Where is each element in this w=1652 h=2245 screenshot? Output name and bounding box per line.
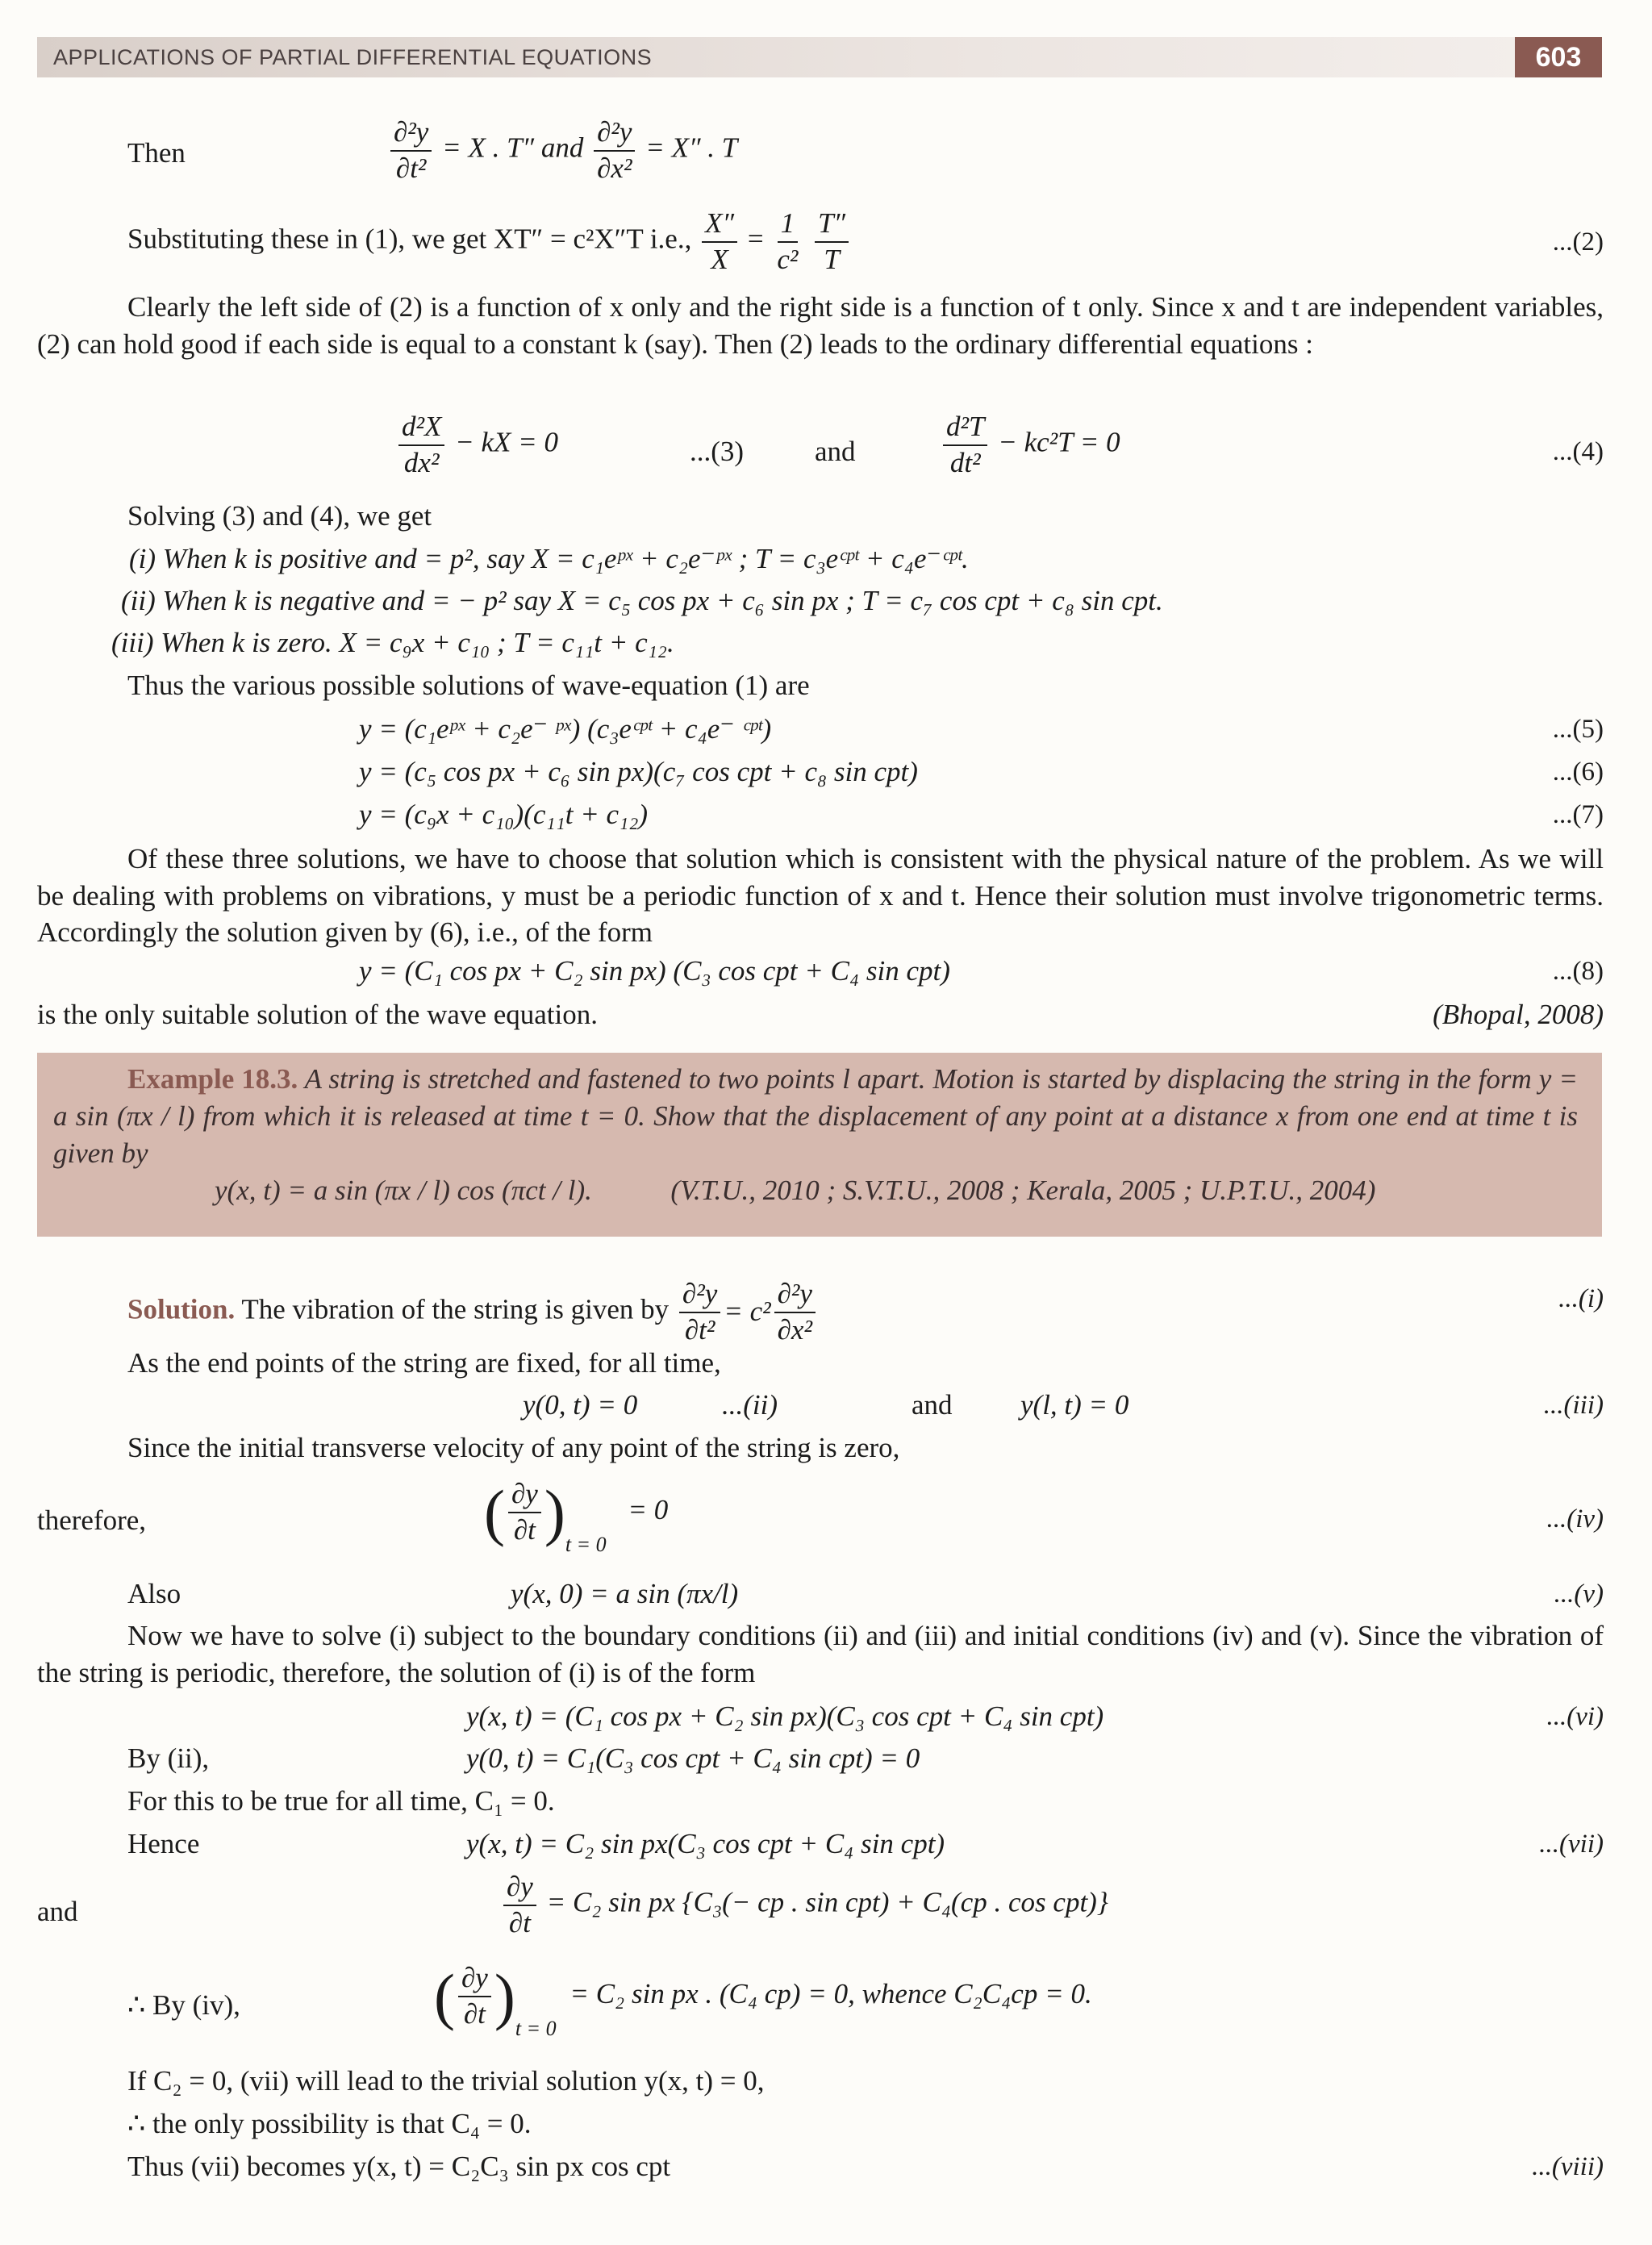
equation-number-vi: ...(vi) <box>1546 1702 1604 1731</box>
case-1: (i) When k is positive and = p², say X = c₁eᵖˣ + c₂e⁻ᵖˣ ; T = c₃eᶜᵖᵗ + c₄e⁻ᶜᵖᵗ. <box>129 543 969 574</box>
of-these-paragraph: Of these three solutions, we have to choose that solution which is consistent with the physical nature of the problem. As we will be dealing with problems on vibrations, y must be a periodic function of x and t. Hence their solution must involve trigonometric terms. Accordingly the solution given by (6), i.e., of the form <box>37 843 1604 948</box>
solving-line: Solving (3) and (4), we get <box>127 500 432 532</box>
hence-label: Hence <box>127 1828 200 1859</box>
case-3: (iii) When k is zero. X = c₉x + c₁₀ ; T = c₁₁t + c₁₂. <box>111 627 674 658</box>
by-ii-label: By (ii), <box>127 1742 210 1774</box>
solution-6: y = (c₅ cos px + c₆ sin px)(c₇ cos cpt + c₈ sin cpt) <box>359 756 918 787</box>
example-result: y(x, t) = a sin (πx / l) cos (πct / l). <box>215 1175 592 1206</box>
by-ii-equation: y(0, t) = C₁(C₃ cos cpt + C₄ sin cpt) = 0 <box>466 1742 920 1774</box>
bc-and-word: and <box>912 1389 953 1421</box>
equation-number-7: ...(7) <box>1552 800 1604 829</box>
solution-5: y = (c₁eᵖˣ + c₂e⁻ ᵖˣ) (c₃eᶜᵖᵗ + c₄e⁻ ᶜᵖᵗ) <box>359 713 772 745</box>
and-label: and <box>37 1896 78 1927</box>
equation-number-6: ...(6) <box>1552 757 1604 787</box>
equation-number-5: ...(5) <box>1552 715 1604 744</box>
for-this-line: For this to be true for all time, C₁ = 0. <box>127 1785 555 1817</box>
also-label: Also <box>127 1578 181 1609</box>
running-header <box>37 37 1602 77</box>
then-equation: $\frac{\text{∂²y}}{\text{∂t²}}$ = X . T″ and $\frac{\text{∂²y}}{\text{∂x²}}$ = X″ . T <box>387 117 737 184</box>
boundary-condition-1: y(0, t) = 0 <box>523 1389 638 1421</box>
example-title: Example 18.3. <box>127 1063 298 1095</box>
ode-t: $\frac{\text{d²T}}{\text{dt²}}$ − kc²T = 0 <box>940 411 1120 478</box>
ode-x: $\frac{\text{d²X}}{\text{dx²}}$ − kX = 0 <box>395 411 558 478</box>
equation-number-8: ...(8) <box>1552 957 1604 986</box>
initial-condition-1: ( $\frac{\partial y}{\partial t}$ )$_{t = 0} = 0$ <box>484 1477 669 1556</box>
solution-7: y = (c₉x + c₁₀)(c₁₁t + c₁₂) <box>359 799 649 830</box>
equation-number-iv: ...(iv) <box>1546 1504 1604 1534</box>
example-text: Example 18.3. A string is stretched and fastened to two points l apart. Motion is started by displacing the string in the form y = a sin (πx / l) from which it is released at time t = 0. Show that the displacement of any point at a distance x from one end at time t is given by y(x, t) = a sin (πx / l) cos (πct / l). (V.T.U., 2010 ; S.V.T.U., 2008 ; Kerala, 2005 ; U.P.T.U., 2004) <box>53 1063 1578 1206</box>
equation-number-v: ...(v) <box>1554 1579 1604 1609</box>
by-iv-label: ∴ By (iv), <box>127 1989 240 2021</box>
solution-title: Solution. <box>127 1293 236 1325</box>
equation-number-i: ...(i) <box>1558 1284 1604 1313</box>
header-title: APPLICATIONS OF PARTIAL DIFFERENTIAL EQUATIONS <box>53 45 653 69</box>
if-c2-line: If C₂ = 0, (vii) will lead to the trivial solution y(x, t) = 0, <box>127 2065 765 2097</box>
solution-vi: y(x, t) = (C₁ cos px + C₂ sin px)(C₃ cos cpt + C₄ sin cpt) <box>466 1700 1104 1732</box>
only-possibility-line: ∴ the only possibility is that C₄ = 0. <box>127 2108 532 2139</box>
equation-number-4: ...(4) <box>1552 437 1604 466</box>
now-paragraph: Now we have to solve (i) subject to the boundary conditions (ii) and (iii) and initial conditions (iv) and (v). Since the vibration of the string is periodic, therefore, the solution of (i) is of the form <box>37 1620 1604 1688</box>
example-box <box>37 1053 1602 1237</box>
and-word: and <box>815 436 856 467</box>
thus-vii-line: Thus (vii) becomes y(x, t) = C₂C₃ sin px cos cpt <box>127 2151 671 2182</box>
solution-8: y = (C₁ cos px + C₂ sin px) (C₃ cos cpt + C₄ sin cpt) <box>359 955 950 987</box>
boundary-condition-2: y(l, t) = 0 <box>1020 1389 1129 1421</box>
equation-number-vii: ...(vii) <box>1539 1830 1604 1859</box>
clearly-paragraph: Clearly the left side of (2) is a function of x only and the right side is a function of t only. Since x and t are independent variables, (2) can hold good if each side is equal to a constant k (say). Then (2) leads to the ordinary differential equations : <box>37 291 1604 360</box>
example-references: (V.T.U., 2010 ; S.V.T.U., 2008 ; Kerala, 2005 ; U.P.T.U., 2004) <box>670 1175 1376 1206</box>
only-suitable-line: is the only suitable solution of the wave equation. <box>37 999 599 1030</box>
case-2: (ii) When k is negative and = − p² say X = c₅ cos px + c₆ sin px ; T = c₇ cos cpt + c₈ sin cpt. <box>121 585 1163 616</box>
equation-number-3: ...(3) <box>690 436 745 467</box>
equation-number-2: ...(2) <box>1552 227 1604 257</box>
thus-various-line: Thus the various possible solutions of wave-equation (1) are <box>127 670 810 701</box>
velocity-equation: $\frac{\partial y}{\partial t}$ = C₂ sin px {C₃(− cp . sin cpt) + C₄(cp . cos cpt)} <box>500 1872 1108 1938</box>
bhopal-reference: (Bhopal, 2008) <box>1433 999 1604 1030</box>
equation-number-iii: ...(iii) <box>1543 1391 1604 1420</box>
solution-vii: y(x, t) = C₂ sin px(C₃ cos cpt + C₄ sin cpt) <box>466 1828 945 1859</box>
therefore-label: therefore, <box>37 1504 147 1536</box>
substitution-line: Substituting these in (1), we get XT″ = c²X″T i.e., $\frac{X''}{X}$ = $\frac{1}{\text{c²}}$ $\frac{T''}{T}$ <box>127 208 852 275</box>
equation-number-ii: ...(ii) <box>722 1389 778 1421</box>
initial-condition-2: y(x, 0) = a sin (πx/l) <box>511 1578 739 1609</box>
ends-fixed-line: As the end points of the string are fixed, for all time, <box>127 1347 721 1379</box>
solution-intro-line: Solution. The vibration of the string is given by $\frac{\text{∂²y}}{\text{∂t²}}$ = c² $\frac{\text{∂²y}}{\text{∂x²}}$ <box>127 1279 819 1346</box>
since-initial-line: Since the initial transverse velocity of any point of the string is zero, <box>127 1432 900 1463</box>
equation-number-viii: ...(viii) <box>1532 2152 1604 2181</box>
then-label: Then <box>127 137 186 169</box>
by-iv-equation: ( $\frac{\partial y}{\partial t}$ )$_{t = 0} = C_2$ sin px . (C₄ cp) = 0, whence C₂C₄cp = 0. <box>434 1961 1092 2040</box>
page-number: 603 <box>1515 37 1602 77</box>
